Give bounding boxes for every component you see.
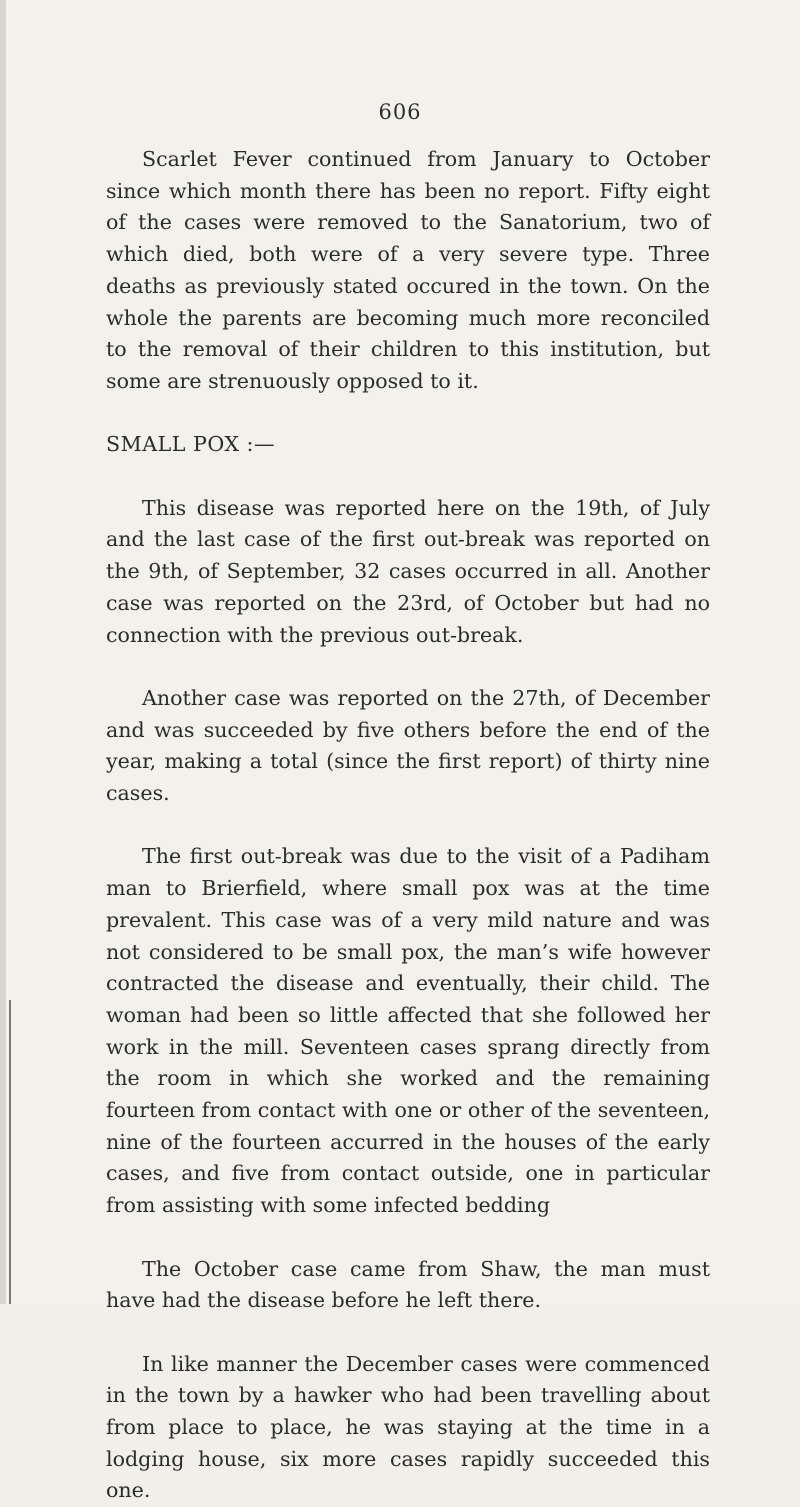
page-number: 606 [378, 100, 422, 124]
paragraph-first-outbreak-dates: This disease was reported here on the 19th, of July and the last case of the first out-break was reported on the 9th, of September, 32 cases occurred in all. Another case was reported on the 23rd, of October but had no connection with the previous out-break. [106, 495, 710, 647]
paragraph-scarlet-fever: Scarlet Fever continued from January to October since which month there has been no report. Fifty eight of the cases were removed to the Sanatorium, two of which died, both were of a very severe type. Three deaths as previously stated occured in the town. On the whole the parents are becoming much more reconciled to the removal of their children to this institution, but some are strenuously opposed to it. [106, 147, 710, 393]
paragraph-outbreak-origin: The first out-break was due to the visit of a Padiham man to Brierfield, where small pox was at the time prevalent. This case was of a very mild nature and was not considered to be small pox, the man’s wife however contracted the disease and eventually, their child. The woman had been so little affected that she followed her work in the mill. Seventeen cases sprang directly from the room in which she worked and the remaining fourteen from contact with one or other of the seventeen, nine of the fourteen accurred in the houses of the early cases, and five from contact outside, one in particular from assisting with some infected bedding [106, 844, 710, 1218]
page-left-edge [0, 0, 6, 1304]
paragraph-december-cases: In like manner the December cases were commenced in the town by a hawker who had been travelling about from place to place, he was staying at the time in a lodging house, six more cases rapidly succeeded this one. [106, 1351, 710, 1503]
paragraph-october-case: The October case came from Shaw, the man must have had the disease before he left there. [106, 1256, 710, 1313]
section-heading-small-pox: SMALL POX :— [106, 432, 276, 457]
binding-line [9, 1000, 11, 1304]
paragraph-december-case: Another case was reported on the 27th, of December and was succeeded by five others before the end of the year, making a total (since the first report) of thirty nine cases. [106, 685, 710, 806]
body-text [106, 144, 710, 1507]
